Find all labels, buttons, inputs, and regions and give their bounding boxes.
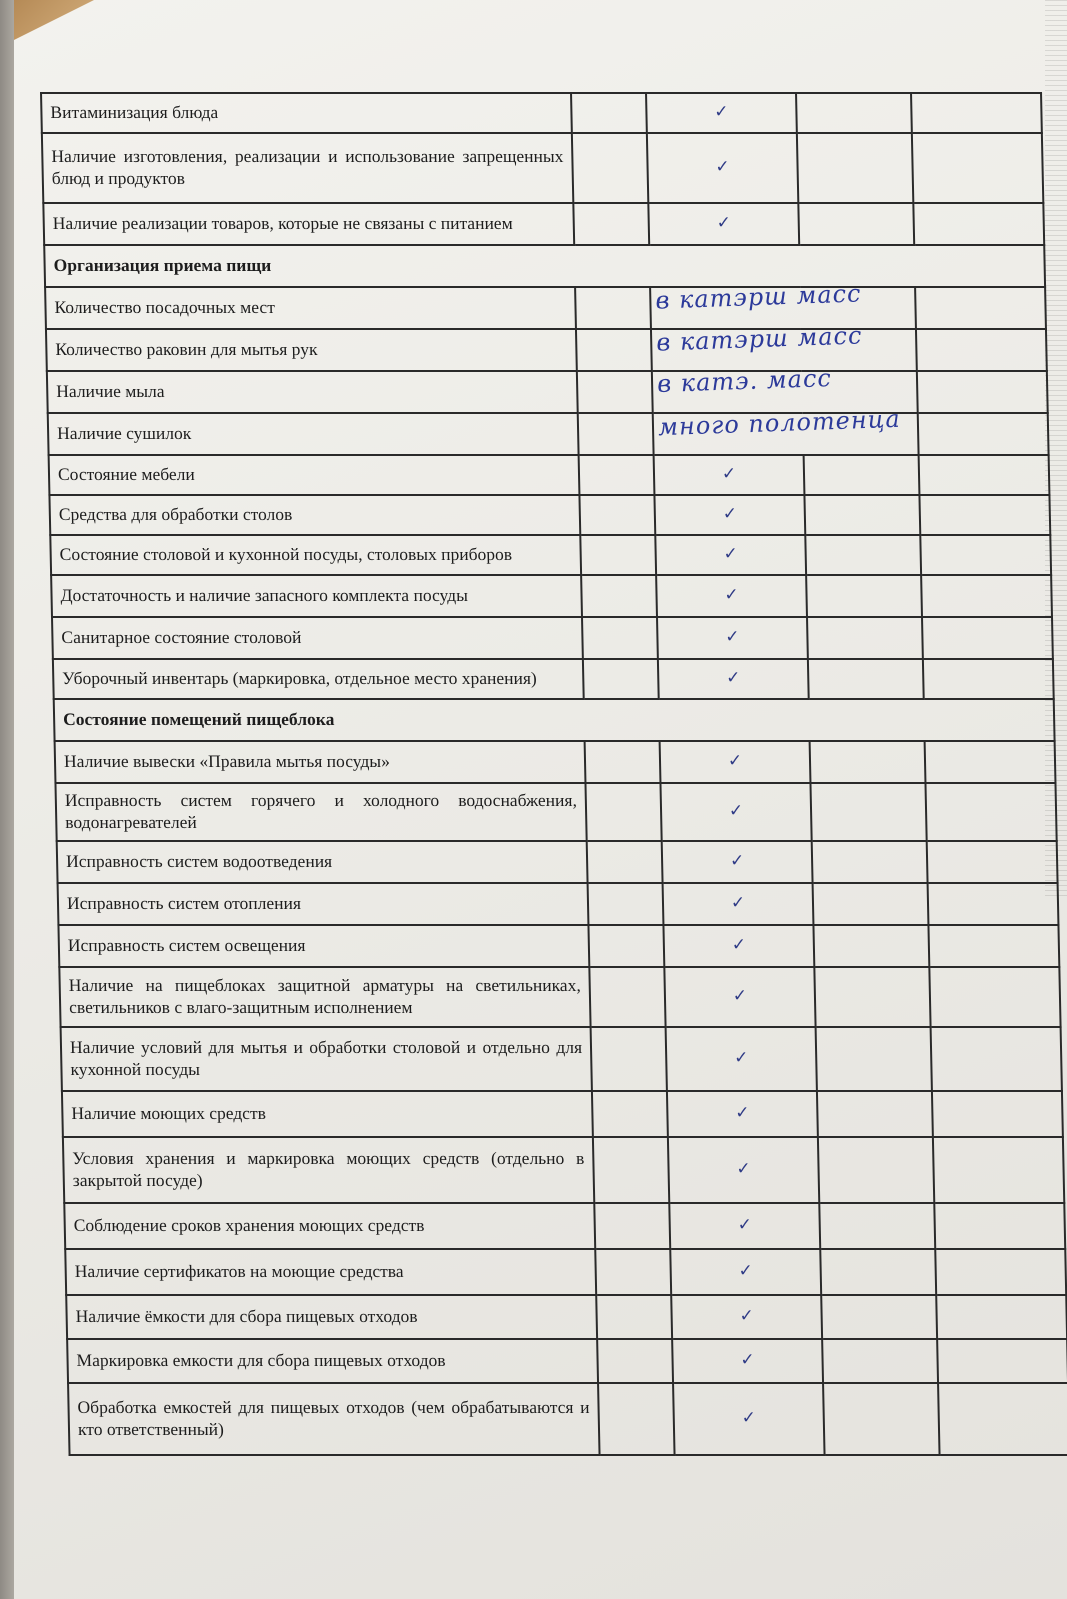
empty-cell	[804, 455, 920, 495]
empty-cell	[796, 93, 912, 133]
empty-cell	[577, 371, 653, 413]
empty-cell	[915, 287, 1046, 329]
criterion-text: Соблюдение сроков хранения моющих средств	[64, 1203, 595, 1249]
criterion-text: Наличие условий для мытья и обработки столовой и отдельно для кухонной посуды	[61, 1027, 592, 1091]
criterion-text: Наличие мыла	[47, 371, 578, 413]
check-mark-cell	[670, 1249, 821, 1295]
check-mark-cell	[660, 741, 811, 783]
check-mark-cell	[662, 841, 813, 883]
check-mark-icon: ✓	[725, 627, 740, 648]
section-header-row	[44, 245, 1045, 287]
checklist-row	[65, 1249, 1066, 1295]
empty-cell	[813, 925, 929, 967]
criterion-text: Обработка емкостей для пищевых отходов (чем обрабатываются и кто ответственный)	[68, 1383, 600, 1455]
empty-cell	[932, 1091, 1063, 1137]
empty-cell	[812, 841, 928, 883]
checklist-row	[55, 741, 1056, 783]
empty-cell	[810, 741, 926, 783]
criterion-text: Витаминизация блюда	[41, 93, 572, 133]
check-mark-icon: ✓	[738, 1261, 754, 1282]
checklist-row	[66, 1295, 1067, 1339]
check-mark-cell	[654, 455, 805, 495]
empty-cell	[578, 413, 654, 455]
check-mark-icon: ✓	[722, 504, 738, 525]
empty-cell	[593, 1137, 669, 1203]
check-mark-cell	[668, 1137, 819, 1203]
criterion-text: Количество раковин для мытья рук	[46, 329, 577, 371]
criterion-text: Средства для обработки столов	[49, 495, 580, 535]
check-mark-icon: ✓	[735, 1103, 750, 1124]
criterion-text: Исправность систем отопления	[58, 883, 589, 925]
criterion-text: Маркировка емкости для сбора пищевых отходов	[67, 1339, 598, 1383]
empty-cell	[594, 1203, 670, 1249]
check-mark-cell	[671, 1295, 822, 1339]
empty-cell	[589, 967, 665, 1027]
criterion-text: Наличие ёмкости для сбора пищевых отходов	[66, 1295, 597, 1339]
checklist-row	[58, 883, 1059, 925]
checklist-row	[64, 1203, 1065, 1249]
criterion-text: Наличие вывески «Правила мытья посуды»	[55, 741, 586, 783]
empty-cell	[797, 133, 913, 203]
empty-cell	[798, 203, 914, 245]
empty-cell	[937, 1339, 1067, 1383]
check-mark-cell	[667, 1091, 818, 1137]
empty-cell	[918, 413, 1049, 455]
checklist-table	[40, 92, 1067, 1456]
empty-cell	[805, 535, 921, 575]
check-mark-cell	[664, 967, 815, 1027]
empty-cell	[927, 841, 1058, 883]
empty-cell	[581, 575, 657, 617]
checklist-row	[48, 413, 1049, 455]
check-mark-cell	[657, 617, 808, 659]
checklist-row	[59, 967, 1060, 1027]
checklist-row	[61, 1027, 1062, 1091]
empty-cell	[587, 841, 663, 883]
check-mark-cell	[672, 1339, 823, 1383]
empty-cell	[597, 1339, 673, 1383]
empty-cell	[582, 617, 658, 659]
criterion-text: Наличие сертификатов на моющие средства	[65, 1249, 596, 1295]
check-mark-icon: ✓	[730, 893, 746, 914]
check-mark-icon: ✓	[723, 544, 739, 565]
empty-cell	[808, 659, 924, 699]
criterion-text: Уборочный инвентарь (маркировка, отдельное место хранения)	[53, 659, 584, 699]
check-mark-icon: ✓	[724, 585, 739, 606]
empty-cell	[816, 1027, 932, 1091]
empty-cell	[817, 1091, 933, 1137]
empty-cell	[933, 1137, 1064, 1203]
check-mark-icon: ✓	[727, 751, 743, 772]
checklist-row	[43, 203, 1044, 245]
criterion-text: Состояние столовой и кухонной посуды, столовых приборов	[50, 535, 581, 575]
empty-cell	[595, 1249, 671, 1295]
checklist-row	[49, 455, 1050, 495]
checklist-row	[51, 575, 1052, 617]
checklist-row	[42, 133, 1043, 203]
empty-cell	[596, 1295, 672, 1339]
empty-cell	[598, 1383, 675, 1455]
empty-cell	[819, 1203, 935, 1249]
empty-cell	[938, 1383, 1067, 1455]
check-mark-cell	[654, 495, 805, 535]
checklist-row	[50, 535, 1051, 575]
criterion-text: Наличие реализации товаров, которые не связаны с питанием	[43, 203, 574, 245]
empty-cell	[573, 203, 649, 245]
criterion-text: Исправность систем водоотведения	[57, 841, 588, 883]
check-mark-icon: ✓	[736, 1159, 751, 1180]
check-mark-icon: ✓	[725, 668, 741, 689]
criterion-text: Достаточность и наличие запасного комплекта посуды	[51, 575, 582, 617]
empty-cell	[913, 203, 1044, 245]
handwritten-note: в катэ. масс	[656, 363, 833, 399]
empty-cell	[820, 1249, 936, 1295]
check-mark-cell	[646, 93, 797, 133]
empty-cell	[928, 883, 1059, 925]
checklist-row	[53, 659, 1054, 699]
check-mark-icon: ✓	[732, 986, 748, 1007]
empty-cell	[579, 455, 655, 495]
empty-cell	[921, 575, 1052, 617]
empty-cell	[571, 93, 647, 133]
checklist-row	[68, 1383, 1067, 1455]
empty-cell	[912, 133, 1043, 203]
checklist-row	[45, 287, 1046, 329]
empty-cell	[804, 495, 920, 535]
empty-cell	[928, 925, 1059, 967]
check-mark-icon: ✓	[741, 1408, 757, 1429]
empty-cell	[919, 455, 1050, 495]
criterion-text: Наличие на пищеблоках защитной арматуры на светильниках, светильников с влаго-защитным исполнением	[59, 967, 590, 1027]
empty-cell	[588, 925, 664, 967]
check-mark-icon: ✓	[714, 102, 729, 123]
check-mark-cell	[658, 659, 809, 699]
empty-cell	[580, 535, 656, 575]
criterion-text: Санитарное состояние столовой	[52, 617, 583, 659]
checklist-row	[46, 329, 1047, 371]
checklist-row	[62, 1091, 1063, 1137]
checklist-row	[49, 495, 1050, 535]
checklist-row	[67, 1339, 1067, 1383]
handwritten-note: много полотенца	[657, 404, 902, 442]
empty-cell	[919, 495, 1050, 535]
empty-cell	[934, 1203, 1065, 1249]
checklist-row	[57, 841, 1058, 883]
empty-cell	[576, 329, 652, 371]
empty-cell	[936, 1295, 1067, 1339]
empty-cell	[818, 1137, 934, 1203]
criterion-text: Исправность систем освещения	[58, 925, 589, 967]
criterion-text: Наличие моющих средств	[62, 1091, 593, 1137]
criterion-text: Состояние мебели	[49, 455, 580, 495]
empty-cell	[923, 659, 1054, 699]
empty-cell	[588, 883, 664, 925]
empty-cell	[585, 741, 661, 783]
empty-cell	[591, 1027, 667, 1091]
check-mark-icon: ✓	[733, 1048, 749, 1069]
check-mark-icon: ✓	[729, 851, 745, 872]
empty-cell	[585, 783, 661, 841]
empty-cell	[922, 617, 1053, 659]
handwritten-note: в катэрш масс	[655, 321, 864, 357]
criterion-text: Наличие сушилок	[48, 413, 579, 455]
empty-cell	[935, 1249, 1066, 1295]
criterion-text: Условия хранения и маркировка моющих средств (отдельно в закрытой посуде)	[63, 1137, 594, 1203]
empty-cell	[579, 495, 655, 535]
check-mark-icon: ✓	[731, 935, 747, 956]
section-header-row	[54, 699, 1055, 741]
check-mark-cell	[660, 783, 811, 841]
empty-cell	[575, 287, 651, 329]
table-surface-corner	[14, 0, 94, 40]
check-mark-cell	[655, 535, 806, 575]
check-mark-icon: ✓	[728, 801, 744, 822]
empty-cell	[929, 967, 1060, 1027]
handwritten-note-cell	[653, 404, 919, 455]
check-mark-cell	[647, 133, 798, 203]
empty-cell	[810, 783, 926, 841]
empty-cell	[572, 133, 648, 203]
empty-cell	[814, 967, 930, 1027]
check-mark-cell	[673, 1383, 825, 1455]
empty-cell	[807, 617, 923, 659]
handwritten-note: в катэрш масс	[654, 279, 863, 315]
checklist-row	[41, 93, 1042, 133]
inspection-checklist	[40, 92, 1067, 1456]
empty-cell	[821, 1295, 937, 1339]
check-mark-cell	[666, 1027, 817, 1091]
section-title: Организация приема пищи	[44, 245, 1045, 287]
criterion-text: Исправность систем горячего и холодного водоснабжения, водонагревателей	[55, 783, 586, 841]
empty-cell	[931, 1027, 1062, 1091]
empty-cell	[925, 741, 1056, 783]
checklist-row	[63, 1137, 1064, 1203]
check-mark-cell	[656, 575, 807, 617]
checklist-row	[55, 783, 1056, 841]
check-mark-icon: ✓	[716, 213, 732, 234]
empty-cell	[911, 93, 1042, 133]
section-title: Состояние помещений пищеблока	[54, 699, 1055, 741]
check-mark-icon: ✓	[739, 1306, 754, 1327]
empty-cell	[916, 329, 1047, 371]
check-mark-icon: ✓	[721, 464, 737, 485]
check-mark-icon: ✓	[715, 157, 730, 178]
check-mark-cell	[669, 1203, 820, 1249]
empty-cell	[823, 1383, 940, 1455]
criterion-text: Количество посадочных мест	[45, 287, 576, 329]
empty-cell	[917, 371, 1048, 413]
check-mark-icon: ✓	[737, 1215, 753, 1236]
check-mark-icon: ✓	[740, 1350, 755, 1371]
empty-cell	[822, 1339, 938, 1383]
empty-cell	[920, 535, 1051, 575]
empty-cell	[583, 659, 659, 699]
empty-cell	[925, 783, 1056, 841]
empty-cell	[592, 1091, 668, 1137]
checklist-rows	[41, 93, 1067, 1455]
criterion-text: Наличие изготовления, реализации и использование запрещенных блюд и продуктов	[42, 133, 573, 203]
empty-cell	[806, 575, 922, 617]
checklist-row	[52, 617, 1053, 659]
check-mark-cell	[663, 883, 814, 925]
empty-cell	[813, 883, 929, 925]
check-mark-cell	[663, 925, 814, 967]
checklist-row	[58, 925, 1059, 967]
check-mark-cell	[648, 203, 799, 245]
